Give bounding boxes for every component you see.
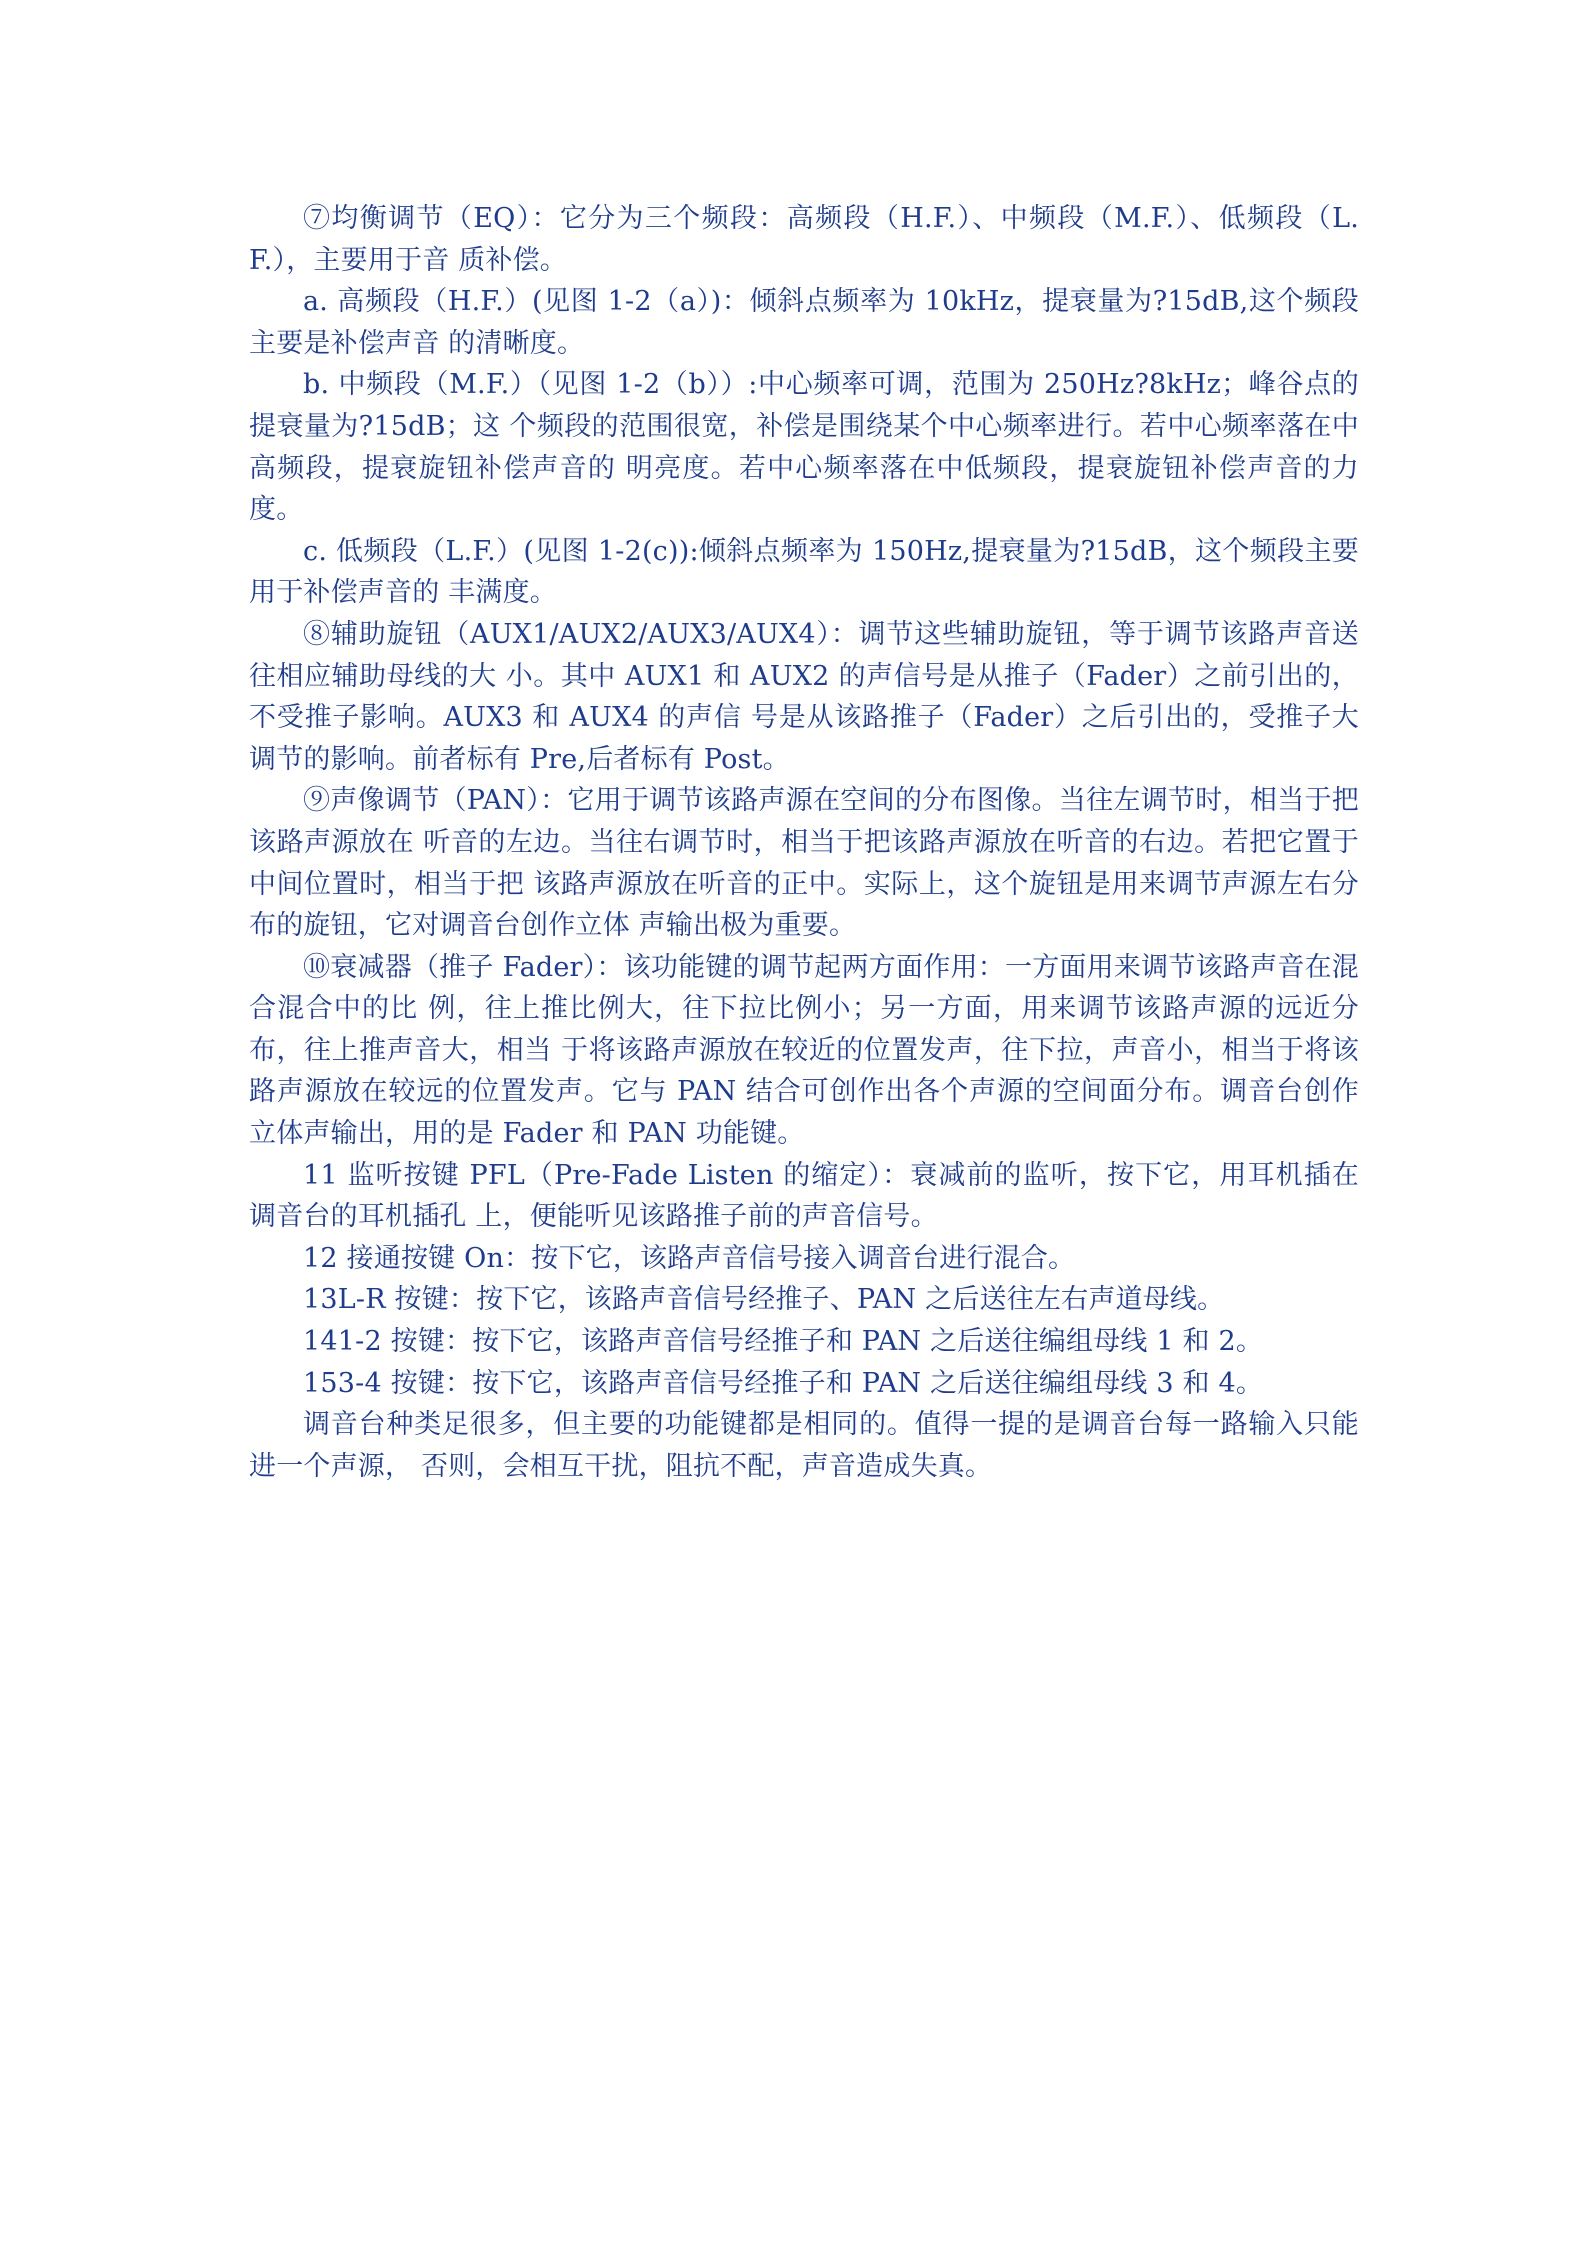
paragraph-eq-low: c. 低频段（L.F.）(见图 1-2(c)):倾斜点频率为 150Hz,提衰量为?15dB，这个频段主要用于补偿声音的 丰满度。 xyxy=(249,535,1359,609)
paragraph-eq: ⑦均衡调节（EQ）：它分为三个频段：高频段（H.F.）、中频段（M.F.）、低频段（L.F.），主要用于音 质补偿。 xyxy=(249,203,1359,276)
paragraph-fader: ⑩衰减器（推子 Fader）：该功能键的调节起两方面作用：一方面用来调节该路声音在混合混合中的比 例，往上推比例大，往下拉比例小；另一方面，用来调节该路声源的远近分布，往上推声音大，相当 于将该路声源放在较近的位置发声，往下拉，声音小，相当于将该路声源放在较远的位置发声。它与 PAN 结合可创作出各个声源的空间面分布。调音台创作立体声输出，用的是 Fader 和 PAN 功能键。 xyxy=(249,951,1359,1150)
paragraph-group-34: 153-4 按键：按下它，该路声音信号经推子和 PAN 之后送往编组母线 3 和 4。 xyxy=(303,1367,1264,1399)
paragraph-aux: ⑧辅助旋钮（AUX1/AUX2/AUX3/AUX4）：调节这些辅助旋钮，等于调节该路声音送往相应辅助母线的大 小。其中 AUX1 和 AUX2 的声信号是从推子（Fader）之前引出的，不受推子影响。AUX3 和 AUX4 的声信 号是从该路推子（Fader）之后引出的，受推子大调节的影响。前者标有 Pre,后者标有 Post。 xyxy=(249,618,1359,775)
paragraph-pfl: 11 监听按键 PFL（Pre-Fade Listen 的缩定）：衰减前的监听，按下它，用耳机插在调音台的耳机插孔 上，便能听见该路推子前的声音信号。 xyxy=(249,1159,1359,1233)
document-body xyxy=(249,198,1359,1487)
paragraph-on: 12 接通按键 On：按下它，该路声音信号接入调音台进行混合。 xyxy=(303,1242,1076,1274)
paragraph-group-12: 141-2 按键：按下它，该路声音信号经推子和 PAN 之后送往编组母线 1 和 2。 xyxy=(303,1326,1264,1358)
paragraph-lr: 13L-R 按键：按下它，该路声音信号经推子、PAN 之后送往左右声道母线。 xyxy=(303,1284,1225,1316)
paragraph-eq-mid: b. 中频段（M.F.）（见图 1-2（b））:中心频率可调，范围为 250Hz?8kHz；峰谷点的提衰量为?15dB；这 个频段的范围很宽，补偿是围绕某个中心频率进行。若中心频率落在中高频段，提衰旋钮补偿声音的 明亮度。若中心频率落在中低频段，提衰旋钮补偿声音的力度。 xyxy=(249,369,1359,526)
paragraph-eq-high: a. 高频段（H.F.）(见图 1-2（a）)：倾斜点频率为 10kHz，提衰量为?15dB,这个频段主要是补偿声音 的清晰度。 xyxy=(249,286,1359,359)
paragraph-summary: 调音台种类足很多，但主要的功能键都是相同的。值得一提的是调音台每一路输入只能进一个声源， 否则，会相互干扰，阻抗不配，声音造成失真。 xyxy=(249,1409,1359,1482)
paragraph-pan: ⑨声像调节（PAN）：它用于调节该路声源在空间的分布图像。当往左调节时，相当于把该路声源放在 听音的左边。当往右调节时，相当于把该路声源放在听音的右边。若把它置于中间位置时，相当于把 该路声源放在听音的正中。实际上，这个旋钮是用来调节声源左右分布的旋钮，它对调音台创作立体 声输出极为重要。 xyxy=(249,785,1359,942)
